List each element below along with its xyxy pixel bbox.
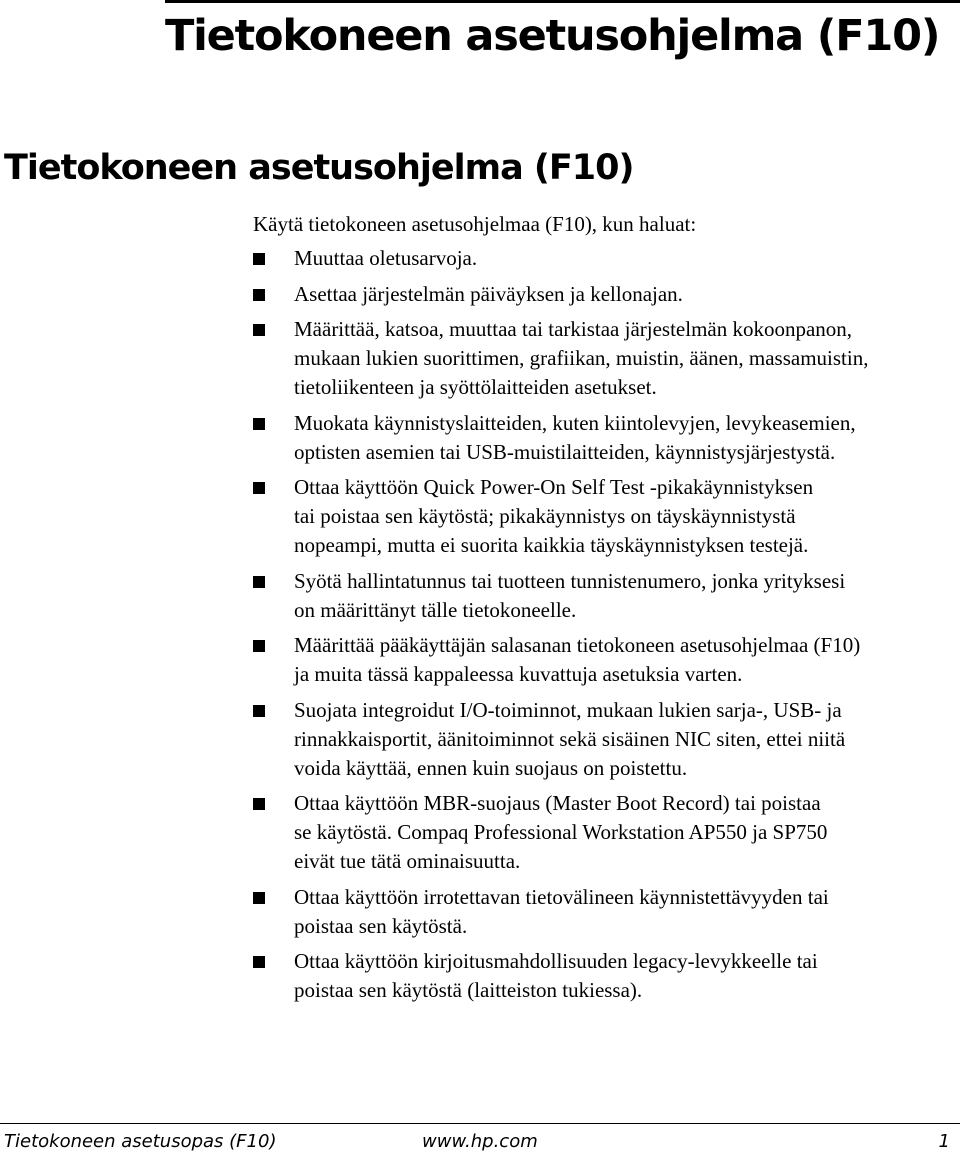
- bullet-square-icon: [253, 705, 265, 717]
- bullet-text: [294, 631, 960, 689]
- bullet-text-line: tietoliikenteen ja syöttölaitteiden asetukset.: [294, 375, 657, 399]
- bullet-square-icon: [253, 956, 265, 968]
- list-item: [253, 696, 960, 783]
- bullet-text-line: Määrittää pääkäyttäjän salasanan tietokoneen asetusohjelmaa (F10): [294, 633, 861, 657]
- list-item: [253, 883, 960, 941]
- bullet-text-line: Ottaa käyttöön Quick Power-On Self Test -pikakäynnistyksen: [294, 475, 814, 499]
- bullet-square-icon: [253, 324, 265, 336]
- bullet-text-line: Ottaa käyttöön MBR-suojaus (Master Boot Record) tai poistaa: [294, 791, 821, 815]
- bullet-text-line: Määrittää, katsoa, muuttaa tai tarkistaa järjestelmän kokoonpanon,: [294, 317, 853, 341]
- page-number: 1: [938, 1131, 950, 1152]
- bullet-text: [294, 280, 960, 309]
- section-content: [253, 210, 960, 1012]
- list-item: [253, 567, 960, 625]
- bullet-text-line: Asettaa järjestelmän päiväyksen ja kellonajan.: [294, 281, 683, 306]
- bullet-list: [253, 244, 960, 1005]
- footer-url: www.hp.com: [422, 1131, 538, 1152]
- bullet-text: [294, 409, 960, 467]
- list-item: [253, 315, 960, 402]
- list-item: [253, 244, 960, 273]
- bullet-text-line: Syötä hallintatunnus tai tuotteen tunnistenumero, jonka yrityksesi: [294, 568, 846, 593]
- list-item: [253, 789, 960, 876]
- bullet-text-line: tai poistaa sen käytöstä; pikakäynnistys on täyskäynnistystä: [294, 504, 796, 528]
- bullet-text: [294, 883, 960, 941]
- bullet-square-icon: [253, 798, 265, 810]
- bullet-square-icon: [253, 418, 265, 430]
- bullet-text: [294, 947, 960, 1005]
- list-item: [253, 409, 960, 467]
- bullet-text-line: Muuttaa oletusarvoja.: [294, 246, 478, 270]
- intro-paragraph: Käytä tietokoneen asetusohjelmaa (F10), kun haluat:: [253, 212, 697, 236]
- bullet-square-icon: [253, 289, 265, 301]
- bullet-text-line: Suojata integroidut I/O-toiminnot, mukaan lukien sarja-, USB- ja: [294, 697, 842, 722]
- bullet-text-line: ja muita tässä kappaleessa kuvattuja asetuksia varten.: [294, 662, 743, 686]
- bullet-text-line: mukaan lukien suorittimen, grafiikan, muistin, äänen, massamuistin,: [294, 346, 869, 370]
- bullet-square-icon: [253, 892, 265, 904]
- footer-rule: [0, 1123, 960, 1124]
- header-rule: [165, 0, 960, 3]
- bullet-text-line: nopeampi, mutta ei suorita kaikkia täyskäynnistyksen testejä.: [294, 533, 809, 557]
- bullet-text: [294, 473, 960, 560]
- bullet-text: [294, 567, 960, 625]
- list-item: [253, 631, 960, 689]
- bullet-square-icon: [253, 640, 265, 652]
- list-item: [253, 947, 960, 1005]
- bullet-text: [294, 789, 960, 876]
- bullet-text-line: on määrittänyt tälle tietokoneelle.: [294, 597, 577, 622]
- bullet-square-icon: [253, 482, 265, 494]
- bullet-text-line: poistaa sen käytöstä.: [294, 913, 468, 938]
- bullet-text-line: Ottaa käyttöön kirjoitusmahdollisuuden legacy-levykkeelle tai: [294, 949, 818, 973]
- bullet-text-line: voida käyttää, ennen kuin suojaus on poistettu.: [294, 755, 688, 780]
- bullet-text-line: se käytöstä. Compaq Professional Workstation AP550 ja SP750: [294, 820, 828, 844]
- bullet-text: [294, 696, 960, 783]
- bullet-text: [294, 315, 960, 402]
- bullet-square-icon: [253, 253, 265, 265]
- bullet-square-icon: [253, 576, 265, 588]
- list-item: [253, 280, 960, 309]
- list-item: [253, 473, 960, 560]
- section-title: Tietokoneen asetusohjelma (F10): [4, 148, 634, 188]
- bullet-text-line: rinnakkaisportit, äänitoiminnot sekä sisäinen NIC siten, ettei niitä: [294, 726, 846, 751]
- bullet-text-line: Ottaa käyttöön irrotettavan tietovälineen käynnistettävyyden tai: [294, 884, 829, 909]
- bullet-text-line: poistaa sen käytöstä (laitteiston tukiessa).: [294, 978, 643, 1002]
- footer-document-title: Tietokoneen asetusopas (F10): [4, 1131, 277, 1152]
- bullet-text: [294, 244, 960, 273]
- bullet-text-line: Muokata käynnistyslaitteiden, kuten kiintolevyjen, levykeasemien,: [294, 410, 856, 435]
- bullet-text-line: eivät tue tätä ominaisuutta.: [294, 849, 521, 873]
- chapter-title: Tietokoneen asetusohjelma (F10): [165, 11, 940, 61]
- bullet-text-line: optisten asemien tai USB-muistilaitteiden, käynnistysjärjestystä.: [294, 439, 836, 464]
